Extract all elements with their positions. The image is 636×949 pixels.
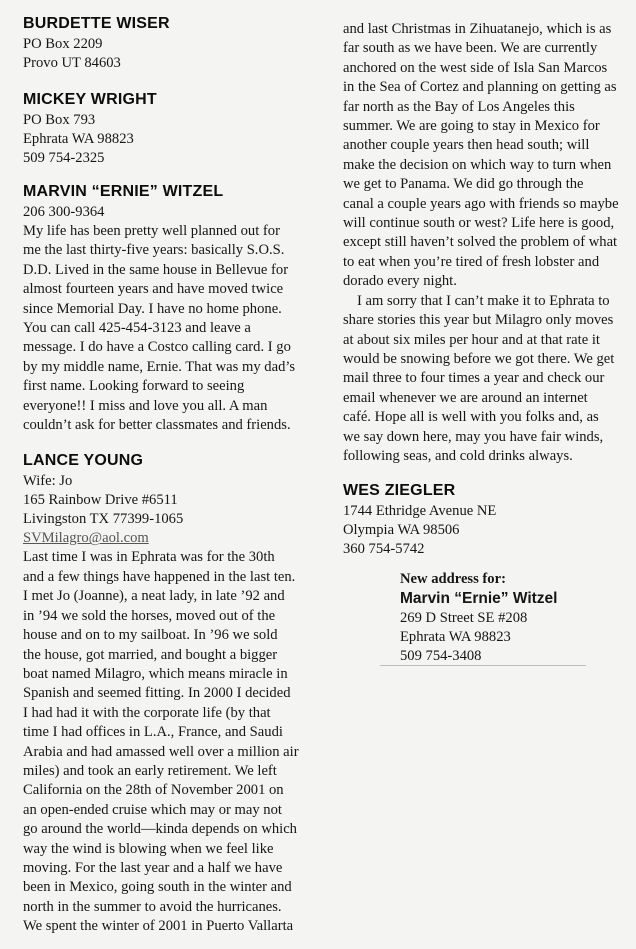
text-line: me the last thirty-five years: basically S.O.S. [23, 242, 285, 259]
text-line: I met Jo (Joanne), a neat lady, in late ’92 and [23, 588, 285, 605]
address-line-2: Livingston TX 77399-1065 [23, 511, 184, 528]
text-line: in the Sea of Cortez and planning on getting as [343, 79, 617, 96]
text-line: share stories this year but Milagro only moves [343, 312, 614, 329]
address-line-1: PO Box 793 [23, 112, 96, 128]
address-line-2: Provo UT 84603 [23, 55, 121, 71]
text-line: time I had offices in L.A., France, and Saudi [23, 724, 283, 741]
text-line: will continue south or west? Life here is good, [343, 215, 615, 232]
text-line: far north as the Bay of Los Angeles this [343, 98, 575, 115]
text-line: at about six miles per hour and at that rate it [343, 331, 600, 348]
entry-marvin-witzel [23, 182, 315, 435]
text-line: the house, got married, and bought a bigger [23, 646, 278, 663]
wife-line: Wife: Jo [23, 473, 73, 490]
text-line: miles) and took an early retirement. We left [23, 762, 277, 779]
text-line: and last Christmas in Zihuatanejo, which is as [343, 21, 612, 37]
address-line-1: 1744 Ethridge Avenue NE [343, 503, 497, 520]
text-line: an open-ended cruise which may or may not [23, 801, 282, 818]
lance-text-continued [343, 20, 629, 466]
address-line-2: Olympia WA 98506 [343, 522, 460, 539]
text-line: by my middle name, Ernie. That was my dad’s [23, 358, 296, 375]
entry-name: LANCE YOUNG [23, 452, 144, 470]
text-line: Last time I was in Ephrata was for the 30th [23, 549, 275, 566]
text-line: D.D. Lived in the same house in Bellevue for [23, 261, 289, 278]
text-line: email whenever we are around an internet [343, 389, 588, 406]
entry-name: WES ZIEGLER [343, 482, 456, 500]
text-line: anchored on the west side of Isla San Marcos [343, 59, 608, 76]
address-line-1: 269 D Street SE #208 [400, 610, 528, 626]
text-line: café. Hope all is well with you folks and, as [343, 409, 599, 426]
entry-wes-ziegler [343, 481, 629, 559]
text-line: moving. For the last year and a half we have [23, 859, 283, 876]
text-line: I am sorry that I can’t make it to Ephrata to [357, 292, 610, 309]
text-line: everyone!! I miss and love you all. A man [23, 397, 268, 414]
text-line: and a few things have happened in the last ten. [23, 568, 296, 585]
text-line: been in Mexico, going south in the winter and [23, 879, 292, 896]
text-line: make the decision on which way to turn when [343, 156, 612, 173]
text-line: far south as we have been. We are currently [343, 40, 598, 57]
entry-name: MARVIN “ERNIE” WITZEL [23, 183, 224, 200]
text-line: Arabia and had amassed well over a million air [23, 743, 299, 760]
text-line: except still haven’t solved the problem of what [343, 234, 618, 251]
text-line: boat named Milagro, which means miracle in [23, 665, 288, 682]
email-link[interactable]: SVMilagro@aol.com [23, 530, 149, 547]
text-line: first name. Looking forward to seeing [23, 378, 245, 395]
text-line: California on the 28th of November 2001 on [23, 782, 284, 799]
email-line [23, 529, 315, 548]
entry-name: MICKEY WRIGHT [23, 91, 157, 108]
address-line-2: Ephrata WA 98823 [400, 629, 511, 645]
entry-mickey-wright [23, 90, 315, 168]
text-line: since Memorial Day. I have no home phone. [23, 300, 282, 317]
text-line: summer. We are going to stay in Mexico for [343, 118, 600, 135]
text-line: we get to Panama. We did go through the [343, 176, 584, 193]
new-address-name: Marvin “Ernie” Witzel [400, 590, 558, 607]
text-line: I had had it with the corporate life (by that [23, 704, 271, 721]
address-line-1: 165 Rainbow Drive #6511 [23, 492, 178, 509]
text-line: another couple years then head south; will [343, 137, 590, 154]
box-divider [380, 665, 586, 666]
entry-burdette-wiser [23, 14, 315, 73]
entry-text [23, 222, 315, 435]
text-line: almost fourteen years and have moved twice [23, 281, 284, 298]
entry-text [23, 548, 315, 936]
text-line: Spanish and seemed fitting. In 2000 I decided [23, 685, 291, 702]
address-line-1: PO Box 2209 [23, 36, 103, 52]
entry-name: BURDETTE WISER [23, 15, 170, 32]
text-line: in ’94 we sold the horses, moved out of the [23, 607, 276, 624]
new-address-heading: New address for: [400, 571, 506, 587]
text-line: message. I do have a Costco calling card. I go [23, 339, 291, 356]
text-line: You can call 425-454-3123 and leave a [23, 320, 251, 337]
text-line: to eat when you’re tired of fresh lobster and [343, 253, 600, 270]
phone-line: 509 754-3408 [400, 648, 482, 664]
text-line: go around the world—kinda depends on which [23, 821, 297, 838]
phone-line: 206 300-9364 [23, 204, 105, 220]
text-line: mail three to four times a year and check our [343, 370, 605, 387]
left-column [23, 14, 315, 949]
phone-line: 360 754-5742 [343, 541, 425, 558]
right-column [343, 20, 629, 571]
text-line: dorado every night. [343, 273, 457, 290]
new-address-box [400, 570, 590, 666]
text-line: north in the summer to avoid the hurricanes. [23, 898, 282, 915]
text-line: We spent the winter of 2001 in Puerto Vallarta [23, 918, 294, 935]
text-line: My life has been pretty well planned out for [23, 223, 280, 239]
text-line: couldn’t ask for better classmates and friends. [23, 417, 291, 434]
phone-line: 509 754-2325 [23, 150, 105, 166]
text-line: we say down here, may you have fair winds, [343, 428, 604, 445]
entry-lance-young [23, 451, 315, 936]
address-line-2: Ephrata WA 98823 [23, 131, 134, 147]
text-line: way the wind is blowing when we feel like [23, 840, 274, 857]
text-line: would be snowing before we got there. We get [343, 350, 615, 367]
text-line: following seas, and cold drinks always. [343, 447, 573, 464]
text-line: house and on to my sailboat. In ’96 we sold [23, 627, 278, 644]
text-line: canal a couple years ago with friends so maybe [343, 195, 619, 212]
